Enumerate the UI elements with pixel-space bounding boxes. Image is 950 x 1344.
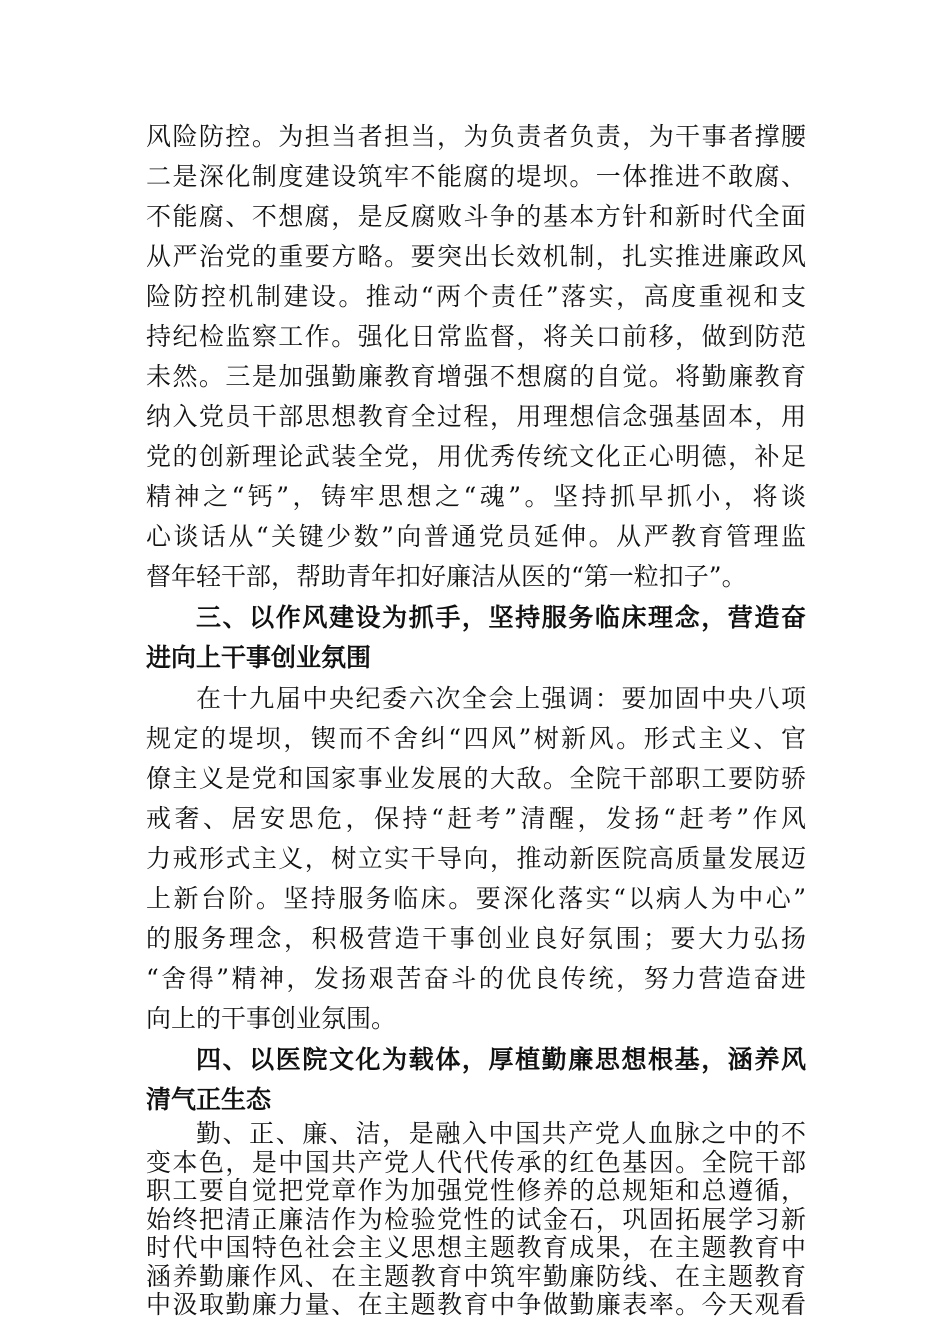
text-line: 险防控机制建设。推动“两个责任”落实，高度重视和支 [146,282,806,311]
text-line: 僚主义是党和国家事业发展的大敌。全院干部职工要防骄 [146,764,806,793]
text-line: 的服务理念，积极营造干事创业良好氛围；要大力弘扬 [146,924,806,953]
section-heading-4: 四、以医院文化为载体，厚植勤廉思想根基，涵养风 [196,1045,806,1074]
text-line: 纳入党员干部思想教育全过程，用理想信念强基固本，用 [146,402,806,431]
text-line: 风险防控。为担当者担当，为负责者负责，为干事者撑腰 [146,122,806,151]
text-line: 精神之“钙”，铸牢思想之“魂”。坚持抓早抓小，将谈 [146,482,806,511]
text-line: 二是深化制度建设筑牢不能腐的堤坝。一体推进不敢腐、 [146,162,806,191]
text-line: “舍得”精神，发扬艰苦奋斗的优良传统，努力营造奋进 [146,964,806,993]
text-line: 在十九届中央纪委六次全会上强调：要加固中央八项 [196,684,806,713]
section-heading-4-cont: 清气正生态 [146,1085,272,1114]
text-line: 涵养勤廉作风、在主题教育中筑牢勤廉防线、在主题教育 [146,1261,806,1291]
text-line: 上新台阶。坚持服务临床。要深化落实“以病人为中心” [146,884,806,913]
text-line: 规定的堤坝，锲而不舍纠“四风”树新风。形式主义、官 [146,724,806,753]
text-line: 从严治党的重要方略。要突出长效机制，扎实推进廉政风 [146,242,806,271]
text-line: 变本色，是中国共产党人代代传承的红色基因。全院干部 [146,1147,806,1177]
text-line: 中汲取勤廉力量、在主题教育中争做勤廉表率。今天观看 [146,1290,806,1320]
text-line: 力戒形式主义，树立实干导向，推动新医院高质量发展迈 [146,844,806,873]
text-line: 不能腐、不想腐，是反腐败斗争的基本方针和新时代全面 [146,202,806,231]
text-line: 戒奢、居安思危，保持“赶考”清醒，发扬“赶考”作风 [146,804,806,833]
text-line: 勤、正、廉、洁，是融入中国共产党人血脉之中的不 [196,1119,806,1148]
section-heading-3: 三、以作风建设为抓手，坚持服务临床理念，营造奋 [196,603,806,632]
text-line: 职工要自觉把党章作为加强党性修养的总规矩和总遵循， [146,1176,806,1206]
text-line: 党的创新理论武装全党，用优秀传统文化正心明德，补足 [146,442,806,471]
text-line: 始终把清正廉洁作为检验党性的试金石，巩固拓展学习新 [146,1204,806,1234]
text-line: 心谈话从“关键少数”向普通党员延伸。从严教育管理监 [146,522,806,551]
text-line: 督年轻干部，帮助青年扣好廉洁从医的“第一粒扣子”。 [146,562,747,591]
section-heading-3-cont: 进向上干事创业氛围 [146,643,372,672]
text-line: 持纪检监察工作。强化日常监督，将关口前移，做到防范 [146,322,806,351]
text-line: 向上的干事创业氛围。 [146,1004,397,1033]
text-line: 未然。三是加强勤廉教育增强不想腐的自觉。将勤廉教育 [146,362,806,391]
text-line: 时代中国特色社会主义思想主题教育成果，在主题教育中 [146,1233,806,1263]
